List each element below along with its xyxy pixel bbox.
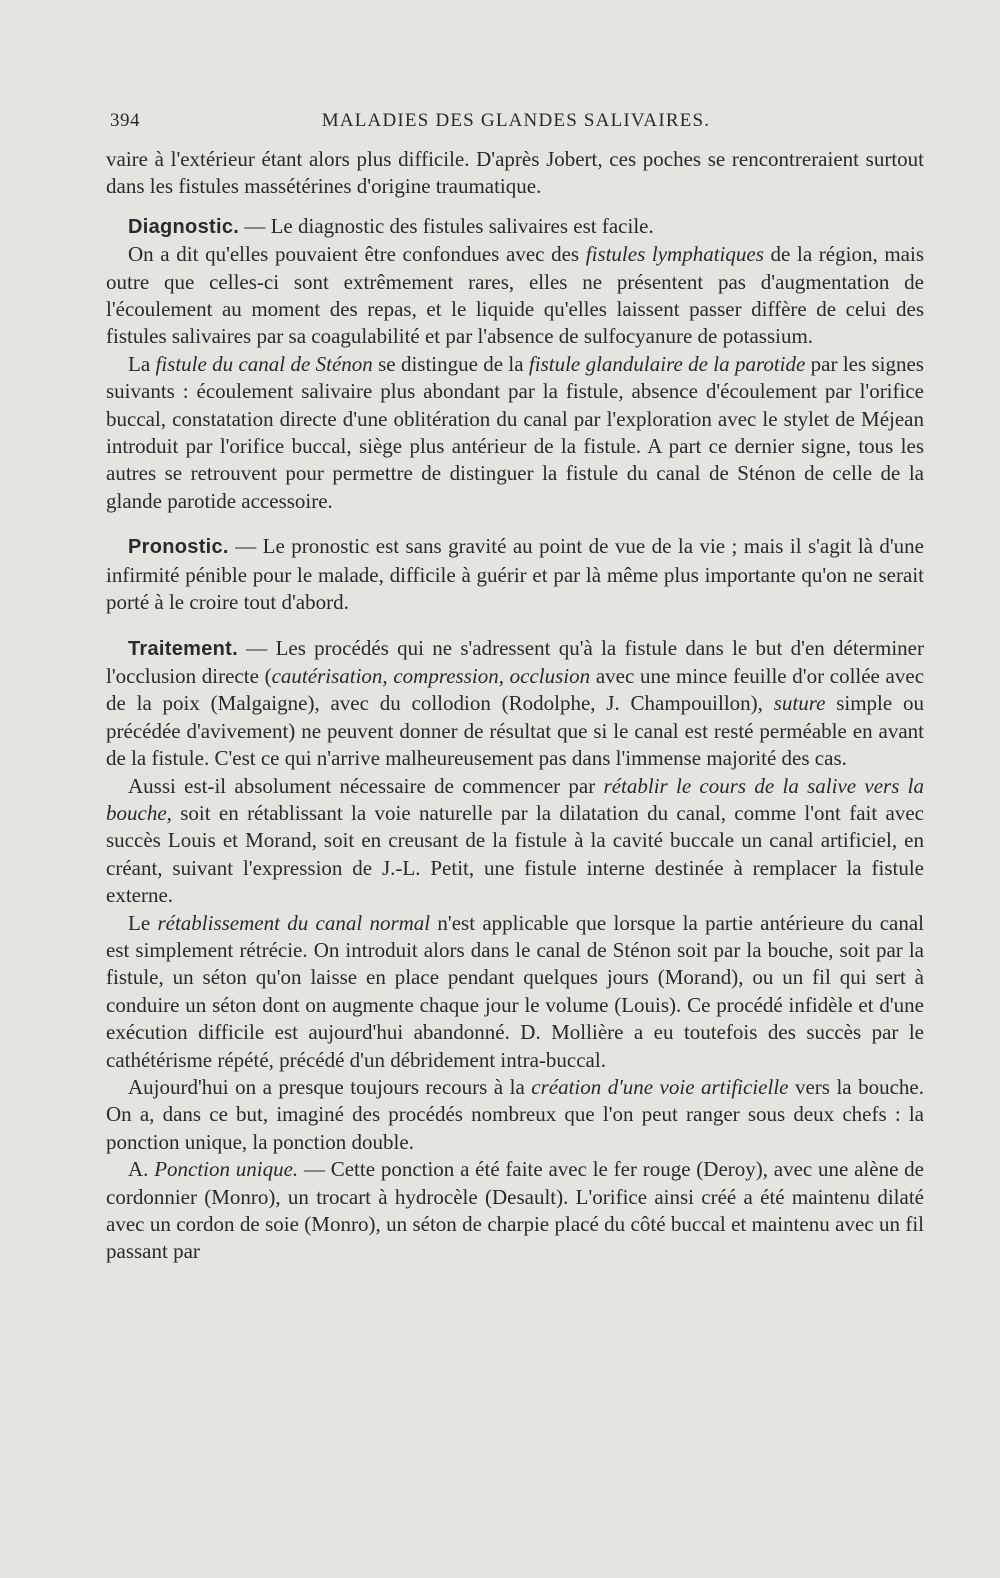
paragraph bbox=[106, 351, 924, 515]
section-heading: Traitement. bbox=[128, 637, 238, 660]
section-diagnostic bbox=[106, 213, 924, 241]
paragraph bbox=[106, 146, 924, 201]
running-title: MALADIES DES GLANDES SALIVAIRES. bbox=[321, 110, 711, 131]
paragraph bbox=[106, 773, 924, 910]
text: A. bbox=[128, 1157, 155, 1182]
text: simple ou précédée d'avivement) ne peuvent donner de résultat que si le canal est resté perméable en avant de la fistule. C'est ce qui n'arrive malheureusement pas dans l'immense majorité des cas. bbox=[106, 691, 924, 771]
text: La bbox=[128, 351, 156, 376]
text: Le bbox=[128, 910, 158, 935]
text: — Le diagnostic des fistules salivaires est facile. bbox=[239, 213, 654, 238]
paragraph bbox=[106, 1156, 924, 1266]
text: de la région, mais outre que celles-ci sont extrêmement rares, elles ne présentent pas d'augmentation de l'écoulement au moment des repas, et le liquide qu'elles laissent passer diffère de celui des fistules salivaires par sa coagulabilité et par l'absence de sulfocyanure de potassium. bbox=[106, 242, 924, 349]
text: On a dit qu'elles pouvaient être confondues avec des bbox=[128, 242, 586, 267]
text: par les signes suivants : écoulement salivaire plus abondant par la fistule, absence d'écoulement par l'orifice buccal, constatation directe d'une oblitération du canal par l'exploration avec le stylet de Méjean introduit par l'orifice buccal, siège plus antérieur de la fistule. A part ce dernier signe, tous les autres se retrouvent pour permettre de distinguer la fistule du canal de Sténon de celle de la glande parotide accessoire. bbox=[106, 351, 924, 513]
italic-text: fistules lymphatiques bbox=[585, 242, 764, 267]
italic-text: fistule du canal de Sténon bbox=[155, 351, 373, 376]
paragraph bbox=[106, 910, 924, 1074]
text: vaire à l'extérieur étant alors plus difficile. D'après Jobert, ces poches se rencontreraient surtout dans les fistules massétérines d'origine traumatique. bbox=[106, 147, 924, 199]
text: n'est applicable que lorsque la partie antérieure du canal est simplement rétrécie. On introduit alors dans le canal de Sténon soit par la bouche, soit par la fistule, un séton qu'on laisse en place pendant quelques jours (Morand), ou un fil qui sert à conduire un séton dont on augmente chaque jour le volume (Louis). Ce procédé infidèle et d'une exécution difficile est aujourd'hui abandonné. D. Mollière a eu toutefois des succès par le cathétérisme répété, précédé d'un débridement intra-buccal. bbox=[106, 910, 925, 1072]
text: Aussi est-il absolument nécessaire de commencer par bbox=[128, 773, 604, 798]
italic-text: cautérisation, compression, occlusion bbox=[271, 663, 591, 688]
page-number: 394 bbox=[110, 110, 140, 131]
text: — Le pronostic est sans gravité au point de vue de la vie ; mais il s'agit là d'une infirmité pénible pour le malade, difficile à guérir et par là même plus importante qu'on ne serait porté à le croire tout d'abord. bbox=[106, 534, 924, 615]
section-heading: Pronostic. bbox=[128, 536, 229, 559]
section-traitement bbox=[106, 635, 924, 773]
paragraph bbox=[106, 241, 924, 351]
italic-text: rétablissement du canal normal bbox=[157, 910, 431, 935]
section-heading: Diagnostic. bbox=[128, 215, 240, 238]
section-pronostic bbox=[106, 533, 924, 616]
italic-text: suture bbox=[773, 691, 826, 716]
text: avec une mince feuille d'or collée avec de la poix (Malgaigne), avec du collodion (Rodolphe, J. Champouillon), bbox=[106, 663, 925, 716]
text: se distingue de la bbox=[372, 351, 529, 376]
text: — Cette ponction a été faite avec le fer rouge (Deroy), avec une alène de cordonnier (Monro), un trocart à hydrocèle (Desault). L'orifice ainsi créé a été maintenu dilaté avec un cordon de soie (Monro), un séton de charpie placé du côté buccal et maintenu avec un fil passant par bbox=[106, 1157, 924, 1264]
italic-text: fistule glandulaire de la parotide bbox=[528, 351, 806, 376]
page-header bbox=[110, 110, 922, 138]
text: vers la bouche. On a, dans ce but, imaginé des procédés nombreux que l'on peut ranger sous deux chefs : la ponction unique, la ponction double. bbox=[106, 1075, 924, 1154]
paragraph bbox=[106, 1074, 924, 1156]
italic-text: Ponction unique. bbox=[154, 1157, 299, 1182]
text: Aujourd'hui on a presque toujours recours à la bbox=[128, 1075, 532, 1099]
text: , soit en rétablissant la voie naturelle par la dilatation du canal, comme l'ont fait avec succès Louis et Morand, soit en creusant de la fistule à la cavité buccale un canal artificiel, en créant, suivant l'expression de J.-L. Petit, une fistule interne destinée à remplacer la fistule externe. bbox=[106, 800, 924, 908]
italic-text: rétablir le cours de la salive vers la bouche bbox=[106, 773, 924, 825]
italic-text: création d'une voie artificielle bbox=[531, 1075, 789, 1099]
text: — Les procédés qui ne s'adressent qu'à la fistule dans le but d'en déterminer l'occlusion directe ( bbox=[106, 635, 924, 688]
page-body bbox=[106, 146, 924, 1266]
